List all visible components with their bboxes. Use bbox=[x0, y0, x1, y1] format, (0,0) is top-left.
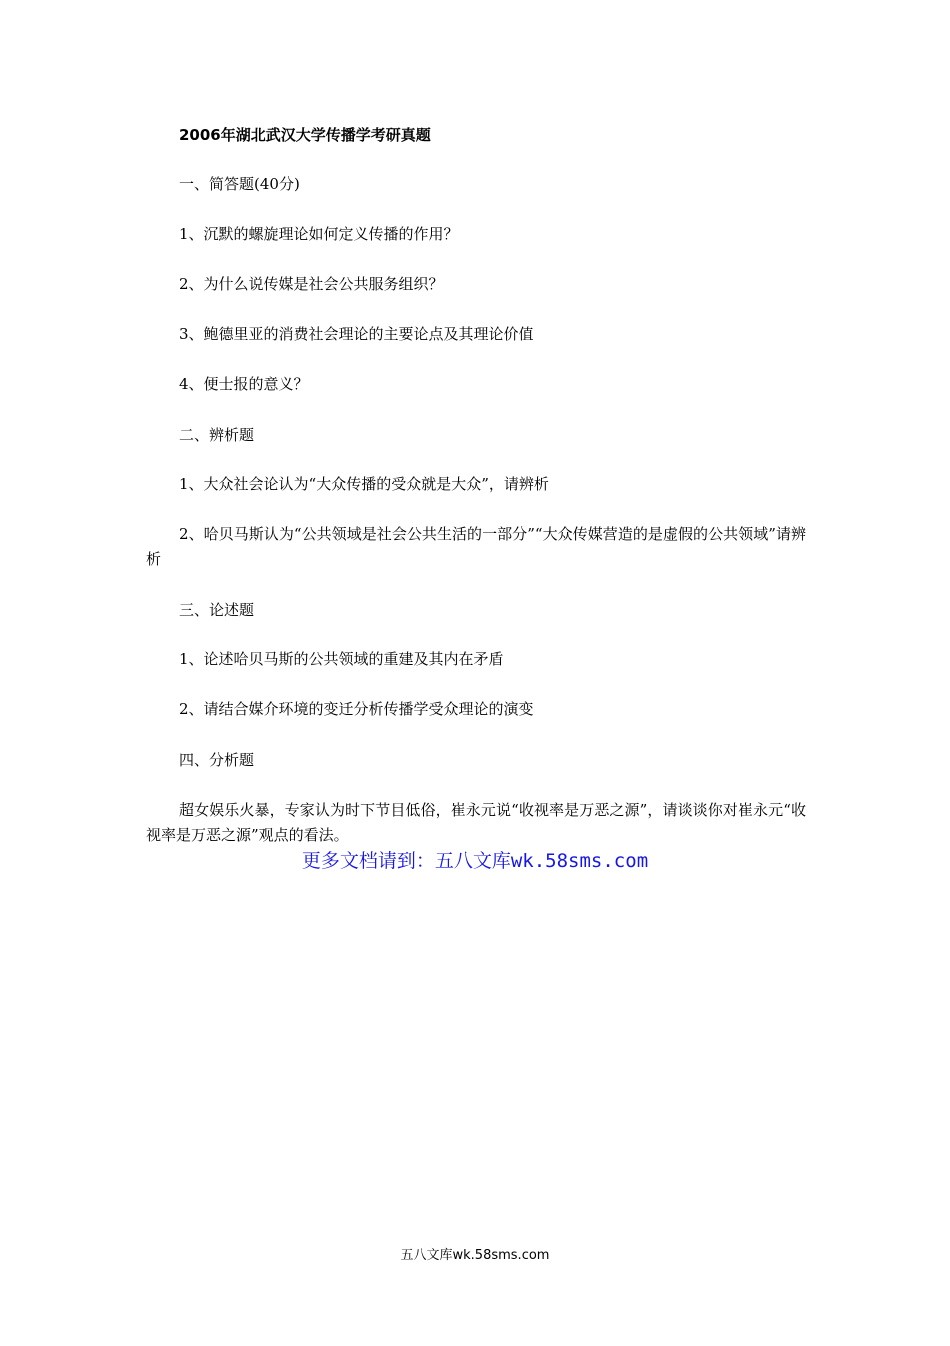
question-item: 2、请结合媒介环境的变迁分析传播学受众理论的演变 bbox=[179, 700, 534, 718]
question-item: 2、为什么说传媒是社会公共服务组织？ bbox=[179, 275, 444, 293]
question-item: 1、论述哈贝马斯的公共领域的重建及其内在矛盾 bbox=[179, 650, 504, 668]
question-item: 3、鲍德里亚的消费社会理论的主要论点及其理论价值 bbox=[179, 325, 534, 343]
question-item: 1、大众社会论认为“大众传播的受众就是大众”，请辨析 bbox=[179, 475, 549, 493]
section-heading-essay: 三、论述题 bbox=[179, 601, 255, 619]
question-item: 2、哈贝马斯认为“公共领域是社会公共生活的一部分”“大众传媒营造的是虚假的公共领域”请辨析 bbox=[146, 525, 806, 568]
page-footer: 五八文库wk.58sms.com bbox=[400, 1248, 550, 1263]
section-heading-case-analysis: 四、分析题 bbox=[179, 751, 255, 769]
section-heading-analysis: 二、辨析题 bbox=[179, 426, 255, 444]
section-heading-short-answer: 一、简答题(40分) bbox=[179, 175, 300, 193]
question-item: 4、便士报的意义？ bbox=[179, 375, 309, 393]
question-item: 1、沉默的螺旋理论如何定义传播的作用？ bbox=[179, 225, 459, 243]
question-paragraph: 超女娱乐火暴，专家认为时下节目低俗，崔永元说“收视率是万恶之源”，请谈谈你对崔永元“收视率是万恶之源”观点的看法。 bbox=[146, 801, 806, 844]
promo-link[interactable]: 更多文档请到：五八文库wk.58sms.com bbox=[301, 850, 649, 872]
document-title: 2006年湖北武汉大学传播学考研真题 bbox=[179, 126, 431, 144]
